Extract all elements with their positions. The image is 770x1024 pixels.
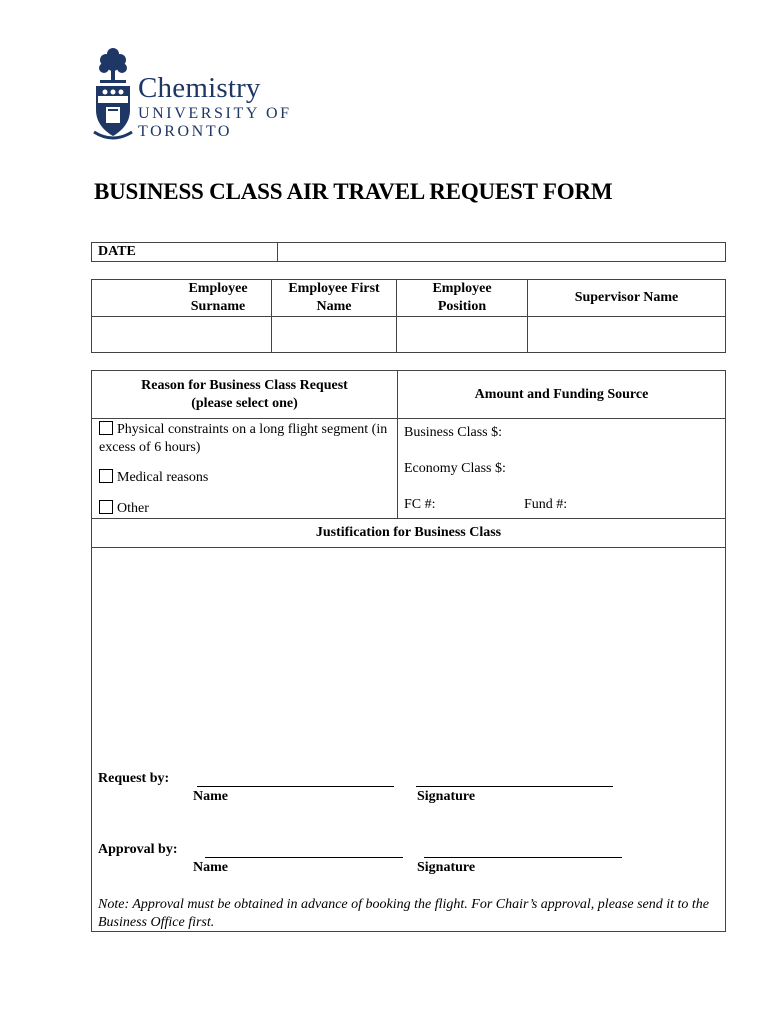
university-logo xyxy=(90,44,390,140)
request-by-signature-line[interactable] xyxy=(416,786,613,787)
fc-number-label: FC #: xyxy=(404,497,436,512)
checkbox-physical[interactable] xyxy=(99,421,113,435)
approval-by-signature-line[interactable] xyxy=(424,857,622,858)
approval-by-name-caption: Name xyxy=(193,860,228,875)
page-title: BUSINESS CLASS AIR TRAVEL REQUEST FORM xyxy=(94,179,613,204)
approval-note: Note: Approval must be obtained in advance of booking the flight. For Chair’s approval, please send it to the Business Office first. xyxy=(98,897,710,930)
checkbox-other[interactable] xyxy=(99,500,113,514)
economy-class-amount-label: Economy Class $: xyxy=(404,461,506,476)
reason-option-medical[interactable]: Medical reasons xyxy=(99,469,208,486)
request-by-label: Request by: xyxy=(98,771,170,786)
date-field[interactable] xyxy=(278,243,726,262)
logo-university: UNIVERSITY OF TORONTO xyxy=(138,105,292,140)
approval-by-signature-caption: Signature xyxy=(417,860,476,875)
date-table xyxy=(91,242,726,262)
date-label: DATE xyxy=(92,243,278,262)
request-by-name-caption: Name xyxy=(193,789,228,804)
reason-option-physical[interactable]: Physical constraints on a long flight segment (in excess of 6 hours) xyxy=(99,422,388,455)
employee-table xyxy=(91,279,726,353)
funding-fields xyxy=(398,419,726,519)
employee-surname-field[interactable] xyxy=(92,317,272,353)
request-table xyxy=(91,370,726,932)
employee-surname-header: Employee Surname xyxy=(92,280,272,317)
reason-option-other[interactable]: Other xyxy=(99,500,149,517)
crest-icon xyxy=(90,44,136,140)
supervisor-name-field[interactable] xyxy=(528,317,726,353)
reason-header: Reason for Business Class Request (please select one) xyxy=(92,371,398,419)
request-by-signature-caption: Signature xyxy=(417,789,476,804)
fund-number-label: Fund #: xyxy=(524,497,568,512)
supervisor-name-header: Supervisor Name xyxy=(528,280,726,317)
justification-area[interactable] xyxy=(92,548,726,932)
approval-by-label: Approval by: xyxy=(98,842,178,857)
employee-first-name-header: Employee First Name xyxy=(272,280,397,317)
employee-first-name-field[interactable] xyxy=(272,317,397,353)
checkbox-medical[interactable] xyxy=(99,469,113,483)
justification-header: Justification for Business Class xyxy=(92,519,726,548)
reason-options xyxy=(92,419,398,519)
approval-by-name-line[interactable] xyxy=(205,857,403,858)
logo-wordmark: Chemistry xyxy=(138,72,261,104)
request-by-name-line[interactable] xyxy=(197,786,394,787)
funding-header: Amount and Funding Source xyxy=(398,371,726,419)
business-class-amount-label: Business Class $: xyxy=(404,425,503,440)
employee-position-field[interactable] xyxy=(397,317,528,353)
employee-position-header: Employee Position xyxy=(397,280,528,317)
